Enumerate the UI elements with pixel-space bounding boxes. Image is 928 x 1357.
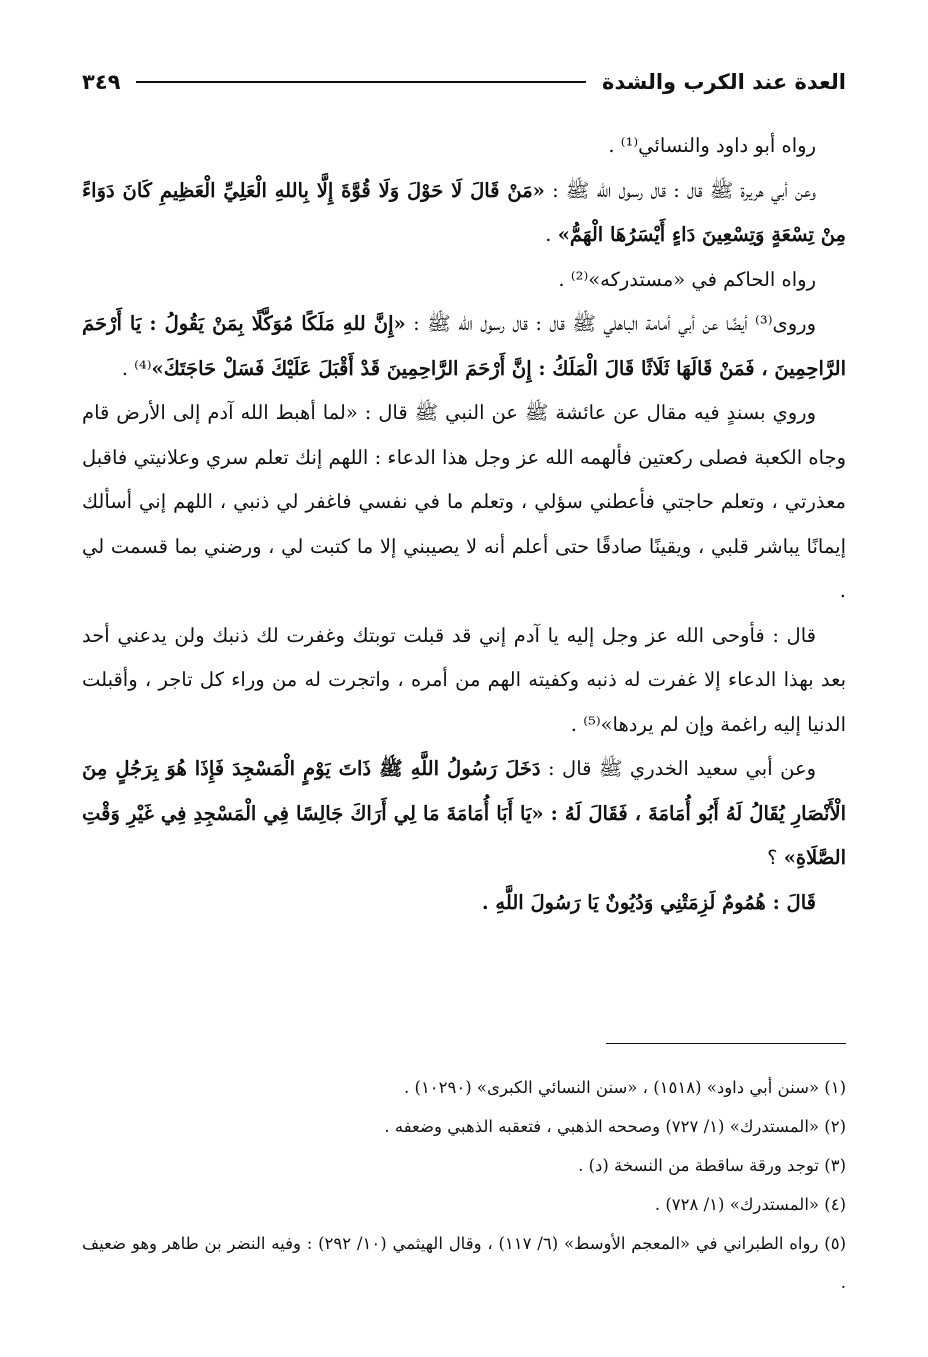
- footnotes: [82, 1068, 846, 1302]
- paragraph-2-end: .: [545, 223, 558, 246]
- paragraph-1: [82, 124, 846, 169]
- paragraph-3: [82, 258, 846, 303]
- paragraph-4-end: ⁽⁴⁾ .: [121, 356, 152, 380]
- footnote-3: (٣) توجد ورقة ساقطة من النسخة (د) .: [578, 1156, 846, 1175]
- paragraph-5-text: وروي بسندٍ فيه مقال عن عائشة ﷺ عن النبي ﷺ قال : «لما أهبط الله آدم إلى الأرض قام وجاه الكعبة فصلى ركعتين فألهمه الله عز وجل هذا الدعاء : اللهم إنك تعلم سري وعلانيتي فاقبل معذرتي ، وتعلم حاجتي فأعطني سؤلي ، وتعلم ما في نفسي فاغفر لي ذنبي ، اللهم إني أسألك إيمانًا يباشر قلبي ، ويقينًا صادقًا حتى أعلم أنه لا يصيبني إلا ما كتبت لي ، ورضني بما قسمت لي .: [82, 401, 846, 602]
- paragraph-8: [82, 881, 846, 926]
- paragraph-4: [82, 302, 846, 391]
- paragraph-7-narration: وعن أبي سعيد الخدري ﷺ قال :: [540, 757, 816, 780]
- footnote-separator: [606, 1043, 846, 1044]
- paragraph-6-text: قال : فأوحى الله عز وجل إليه يا آدم إني قد قبلت توبتك وغفرت لك ذنبك ولن يدعني أحد بعد بهذا الدعاء إلا غفرت له ذنبه وكفيته الهم من أمره ، واتجرت له من وراء كل تاجر ، وأقبلت الدنيا إليه راغمة وإن لم يردها»⁽⁵⁾ .: [82, 623, 846, 736]
- footnote-1: (١) «سنن أبي داود» (١٥١٨) ، «سنن النسائي الكبرى» (١٠٢٩٠) .: [404, 1078, 846, 1097]
- footnote-2: (٢) «المستدرك» (١/ ٧٢٧) وصححه الذهبي ، فتعقبه الذهبي وضعفه .: [384, 1117, 846, 1136]
- paragraph-5: [82, 391, 846, 614]
- footnote-5: (٥) رواه الطبراني في «المعجم الأوسط» (٦/ ١١٧) ، وقال الهيثمي (١٠/ ٢٩٢) : وفيه النضر بن طاهر وهو ضعيف .: [82, 1234, 846, 1292]
- page-header: [82, 62, 846, 102]
- paragraph-1-text: رواه أبو داود والنسائي⁽¹⁾ .: [608, 134, 816, 157]
- footnote-4: (٤) «المستدرك» (١/ ٧٢٨) .: [654, 1195, 846, 1214]
- hadith-text: دَخَلَ رَسُولُ اللَّهِ ﷺ ذَاتَ يَوْمٍ الْمَسْجِدَ فَإِذَا هُوَ بِرَجُلٍ مِنَ الْأَنْصَارِ يُقَالُ لَهُ أَبُو أُمَامَةَ ، فَقَالَ لَهُ : «يَا أَبَا أُمَامَةَ مَا لِي أَرَاكَ جَالِسًا فِي الْمَسْجِدِ فِي غَيْرِ وَقْتِ الصَّلَاةِ»: [82, 757, 846, 869]
- hadith-text: «مَنْ قَالَ لَا حَوْلَ وَلَا قُوَّةَ إِلَّا بِاللهِ الْعَلِيِّ الْعَظِيمِ كَانَ دَوَاءً مِنْ تِسْعَةٍ وَتِسْعِينَ دَاءٍ أَيْسَرُهَا الْهَمُّ»: [82, 178, 846, 246]
- paragraph-3-text: رواه الحاكم في «مستدركه»⁽²⁾ .: [558, 267, 816, 291]
- page-number: ٣٤٩: [82, 70, 121, 94]
- paragraph-7-end: ؟: [767, 846, 784, 869]
- paragraph-2: [82, 169, 846, 258]
- paragraph-2-narration: وعن أبي هريرة ﷺ قال : قال رسول الله ﷺ :: [544, 178, 816, 202]
- running-title: العدة عند الكرب والشدة: [602, 70, 846, 94]
- paragraph-6: [82, 614, 846, 748]
- paragraph-4-narration: وروى⁽³⁾ أيضًا عن أبي أمامة الباهلي ﷺ قال : قال رسول الله ﷺ :: [405, 312, 816, 335]
- body-text: [82, 124, 846, 925]
- header-rule: [136, 81, 586, 83]
- paragraph-8-text: قَالَ : هُمُومٌ لَزِمَتْنِي وَدُيُونٌ يَا رَسُولَ اللَّهِ .: [481, 890, 816, 914]
- hadith-text: «إِنَّ للهِ مَلَكًا مُوَكَّلًا بِمَنْ يَقُولُ : يَا أَرْحَمَ الرَّاحِمِينَ ، فَمَنْ قَالَهَا ثَلَاثًا قَالَ الْمَلَكُ : إِنَّ أَرْحَمَ الرَّاحِمِينَ قَدْ أَقْبَلَ عَلَيْكَ فَسَلْ حَاجَتَكَ»: [82, 312, 846, 380]
- paragraph-7: [82, 747, 846, 881]
